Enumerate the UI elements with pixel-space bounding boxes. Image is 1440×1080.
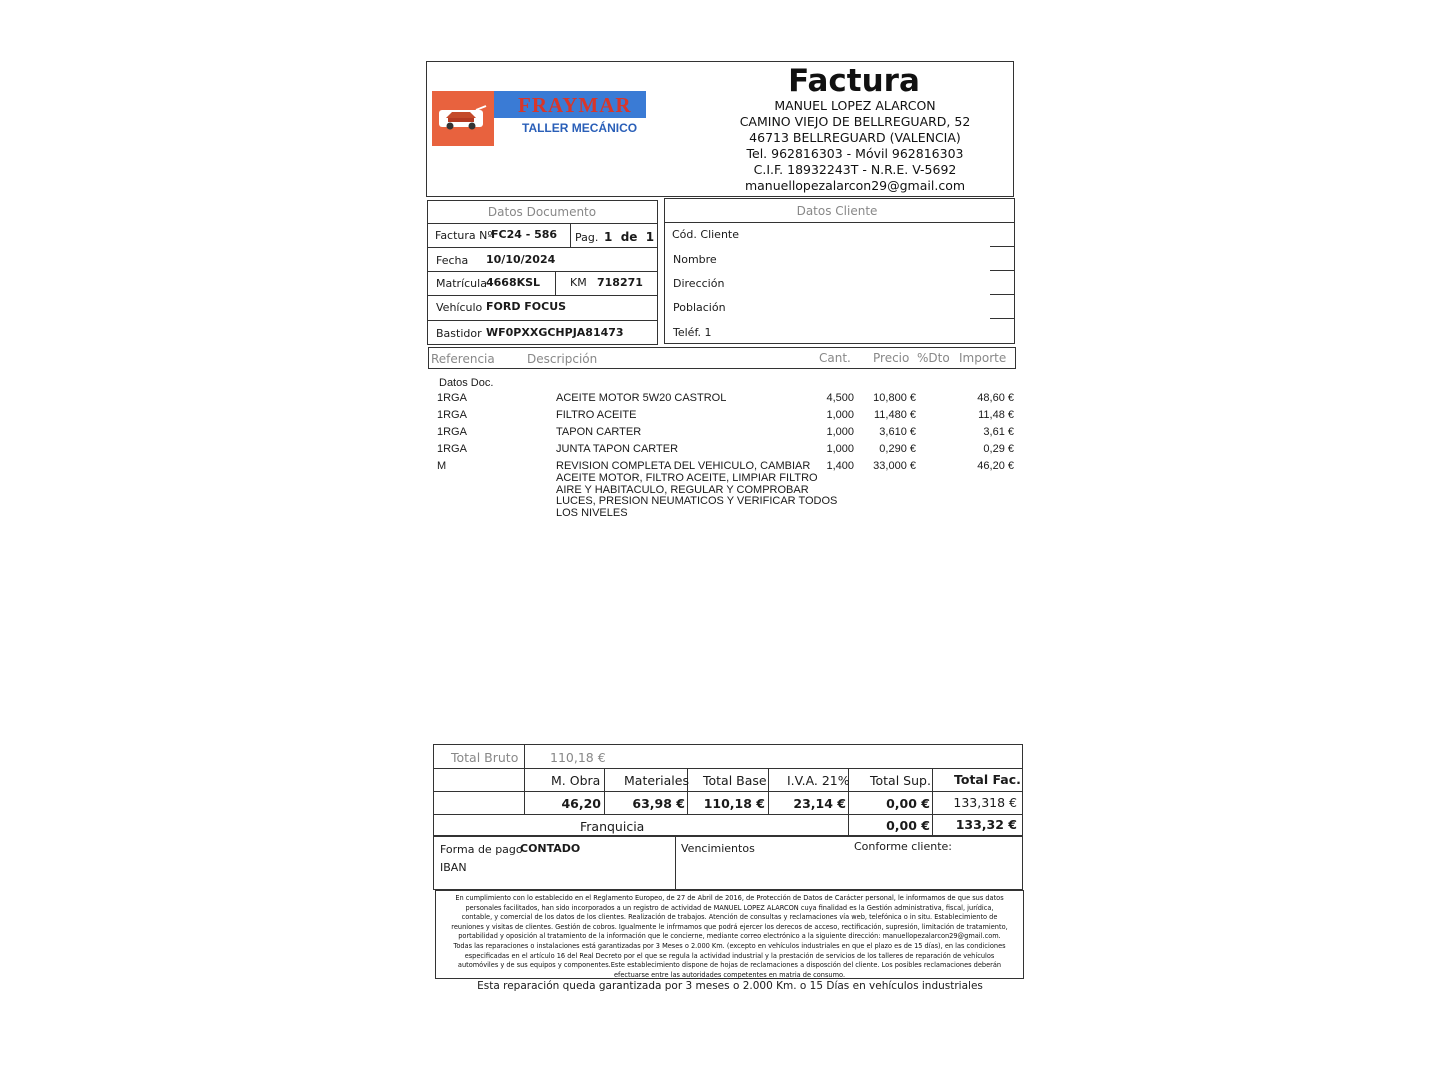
- line-price: 3,610 €: [879, 426, 916, 438]
- line-amount: 46,20 €: [977, 460, 1014, 472]
- col-header-amount: Importe: [959, 351, 1007, 365]
- divider: [570, 223, 571, 247]
- line-price: 33,000 €: [873, 460, 916, 472]
- line-ref: 1RGA: [437, 426, 467, 438]
- client-info-title: Datos Cliente: [796, 204, 878, 218]
- legal-line: portabilidad y oposición al tratamiento de la información que le concierne, mediante correo electrónico a la siguiente dirección: manuellopezalarcon29@gmail.com.: [458, 932, 1001, 941]
- base-value: 110,18 €: [703, 796, 765, 811]
- client-data-redacted: [732, 223, 990, 343]
- legal-line: efectuarse entre las autoridades competentes en matria de consumo.: [613, 970, 846, 979]
- line-desc: ACEITE MOTOR 5W20 CASTROL: [556, 392, 727, 404]
- materials-value: 63,98 €: [632, 796, 685, 811]
- gross-total-label: Total Bruto: [451, 750, 519, 765]
- divider: [604, 768, 605, 814]
- base-label: Total Base: [703, 773, 767, 788]
- page-label: Pag.: [575, 231, 599, 244]
- client-code-label: Cód. Cliente: [672, 228, 739, 241]
- gross-total-value: 110,18 €: [550, 750, 606, 765]
- due-dates-label: Vencimientos: [681, 842, 755, 855]
- sup-value: 0,00 €: [886, 796, 930, 811]
- line-price: 0,290 €: [879, 443, 916, 455]
- divider: [990, 294, 1015, 295]
- col-header-desc: Descripción: [527, 352, 598, 366]
- col-header-disc: %Dto: [917, 351, 950, 365]
- vat-value: 23,14 €: [793, 796, 846, 811]
- franchise-total-value: 133,32 €: [955, 817, 1017, 832]
- line-desc: JUNTA TAPON CARTER: [556, 443, 679, 455]
- divider: [427, 320, 658, 321]
- line-amount: 3,61 €: [983, 426, 1014, 438]
- line-ref: M: [437, 460, 447, 472]
- divider: [433, 791, 1023, 792]
- legal-line: contable, y comercial de los datos de los clientes. Realización de trabajos. Atención de consultas y reclamaciones vía web, telefónica o in situ. Establecimiento de: [461, 913, 998, 922]
- divider: [932, 768, 933, 836]
- client-conformity-label: Conforme cliente:: [854, 840, 952, 853]
- line-amount: 11,48 €: [978, 409, 1014, 421]
- line-desc: TAPON CARTER: [556, 426, 642, 438]
- divider: [427, 295, 658, 296]
- legal-line: personales facilitados, han sido incorporados a un registro de actividad de MANUEL LOPEZ ALARCON cuya finalidad es la Gestión administrativa, fiscal, jurídica,: [465, 903, 994, 912]
- line-desc: FILTRO ACEITE: [556, 409, 637, 421]
- payment-method-label: Forma de pago: [440, 843, 523, 856]
- client-city-label: Población: [673, 301, 726, 314]
- logo-orange-block: [432, 91, 494, 146]
- total-label: Total Fac.: [954, 772, 1021, 787]
- company-owner: MANUEL LOPEZ ALARCON: [774, 98, 936, 113]
- legal-line: En cumplimiento con lo establecido en el Reglamento Europeo, de 27 de Abril de 2016, de Protección de Datos de Carácter personal, le informamos de que sus datos: [455, 894, 1004, 902]
- legal-line: automóviles y de sus equipos y componentes.Este establecimiento dispone de hojas de reclamaciones a disposción del cliente. Los posibles reclamaciones deberán: [457, 961, 1002, 970]
- line-amount: 0,29 €: [983, 443, 1014, 455]
- km-value: 718271: [597, 276, 643, 289]
- legal-line: reuniones y visitas de clientes. Gestión de cobros. Igualmente le infrmamos que podrá ejercer los derecos de acceso, rectificación, supresión, limitación de tratamiento,: [451, 922, 1008, 931]
- line-ref: 1RGA: [437, 443, 467, 455]
- line-qty: 1,400: [826, 460, 854, 472]
- plate-value: 4668KSL: [486, 276, 541, 289]
- client-phone-label: Teléf. 1: [673, 326, 712, 339]
- company-address-1: CAMINO VIEJO DE BELLREGUARD, 52: [739, 114, 971, 129]
- col-header-ref: Referencia: [431, 352, 495, 366]
- divider: [990, 270, 1015, 271]
- invoice-number-value: FC24 - 586: [491, 228, 558, 241]
- doc-info-box: [427, 200, 658, 345]
- labor-label: M. Obra: [551, 773, 601, 788]
- line-qty: 1,000: [826, 426, 854, 438]
- divider: [990, 246, 1015, 247]
- guarantee-note: Esta reparación queda garantizada por 3 meses o 2.000 Km. o 15 Días en vehículos industriales: [477, 980, 983, 992]
- client-name-label: Nombre: [673, 253, 717, 266]
- car-icon: [436, 104, 490, 134]
- col-header-price: Precio: [873, 351, 910, 365]
- col-header-qty: Cant.: [819, 351, 851, 365]
- payment-method-value: CONTADO: [520, 842, 581, 855]
- invoice-number-label: Factura Nº: [435, 229, 493, 242]
- company-phones: Tel. 962816303 - Móvil 962816303: [746, 146, 964, 161]
- labor-value: 46,20: [561, 796, 601, 811]
- vin-label: Bastidor: [436, 327, 482, 340]
- legal-notice: [439, 894, 1020, 980]
- divider: [675, 836, 676, 890]
- line-desc: LOS NIVELES: [556, 507, 628, 520]
- line-qty: 1,000: [826, 443, 854, 455]
- divider: [555, 271, 556, 295]
- logo-name: FRAYMAR: [518, 93, 632, 117]
- company-address-2: 46713 BELLREGUARD (VALENCIA): [749, 130, 961, 145]
- divider: [524, 744, 525, 814]
- company-email: manuellopezalarcon29@gmail.com: [744, 178, 966, 193]
- plate-label: Matrícula: [436, 277, 487, 290]
- company-logo: [432, 91, 646, 147]
- line-desc: REVISION COMPLETA DEL VEHICULO, CAMBIAR: [556, 460, 811, 472]
- logo-subtitle: TALLER MECÁNICO: [522, 121, 638, 135]
- company-ids: C.I.F. 18932243T - N.R.E. V-5692: [753, 162, 957, 177]
- km-label: KM: [570, 276, 587, 289]
- line-desc: ACEITE MOTOR, FILTRO ACEITE, LIMPIAR FILTRO: [556, 471, 818, 484]
- line-ref: 1RGA: [437, 392, 467, 404]
- legal-line: especificadas en el artículo 16 del Real Decreto por el que se regula la actividad industrial y la prestación de servicios de los talleres de reparación de vehículos: [464, 951, 995, 960]
- line-qty: 1,000: [826, 409, 854, 421]
- vehicle-label: Vehículo: [436, 301, 483, 314]
- line-price: 11,480 €: [873, 409, 916, 421]
- line-qty: 4,500: [826, 392, 854, 404]
- line-desc: AIRE Y HABITACULO, REGULAR Y COMPROBAR: [556, 483, 809, 496]
- franchise-label: Franquicia: [580, 819, 645, 834]
- franchise-sup-value: 0,00 €: [886, 818, 930, 833]
- divider: [433, 768, 1023, 769]
- sup-label: Total Sup.: [870, 773, 931, 788]
- vin-value: WF0PXXGCHPJA81473: [486, 326, 624, 339]
- vehicle-value: FORD FOCUS: [486, 300, 567, 313]
- date-value: 10/10/2024: [486, 253, 556, 266]
- lines-section-label: Datos Doc.: [439, 377, 494, 389]
- iban-label: IBAN: [440, 861, 467, 874]
- vat-label: I.V.A. 21%: [787, 773, 850, 788]
- divider: [768, 768, 769, 814]
- line-ref: 1RGA: [437, 409, 467, 421]
- company-details: [735, 98, 975, 194]
- client-address-label: Dirección: [673, 277, 725, 290]
- totals-box: [433, 744, 1023, 836]
- divider: [433, 814, 1023, 815]
- page-value: 1 de 1: [604, 230, 655, 244]
- legal-line: Todas las reparaciones o instalaciones está garantizadas por 3 Meses o 2.000 Km. (excepto en vehículos industriales en que el plazo es de 15 días), en las condiciones: [453, 941, 1006, 950]
- total-value: 133,318 €: [953, 795, 1017, 810]
- divider: [990, 318, 1015, 319]
- divider: [427, 271, 658, 272]
- divider: [427, 223, 658, 224]
- doc-info-title: Datos Documento: [487, 205, 597, 219]
- line-amount: 48,60 €: [977, 392, 1014, 404]
- date-label: Fecha: [436, 254, 469, 267]
- materials-label: Materiales: [624, 773, 689, 788]
- doc-type-title: Factura: [788, 63, 920, 99]
- line-desc: LUCES, PRESION NEUMATICOS Y VERIFICAR TODOS: [556, 495, 838, 508]
- divider: [427, 247, 658, 248]
- line-price: 10,800 €: [873, 392, 916, 404]
